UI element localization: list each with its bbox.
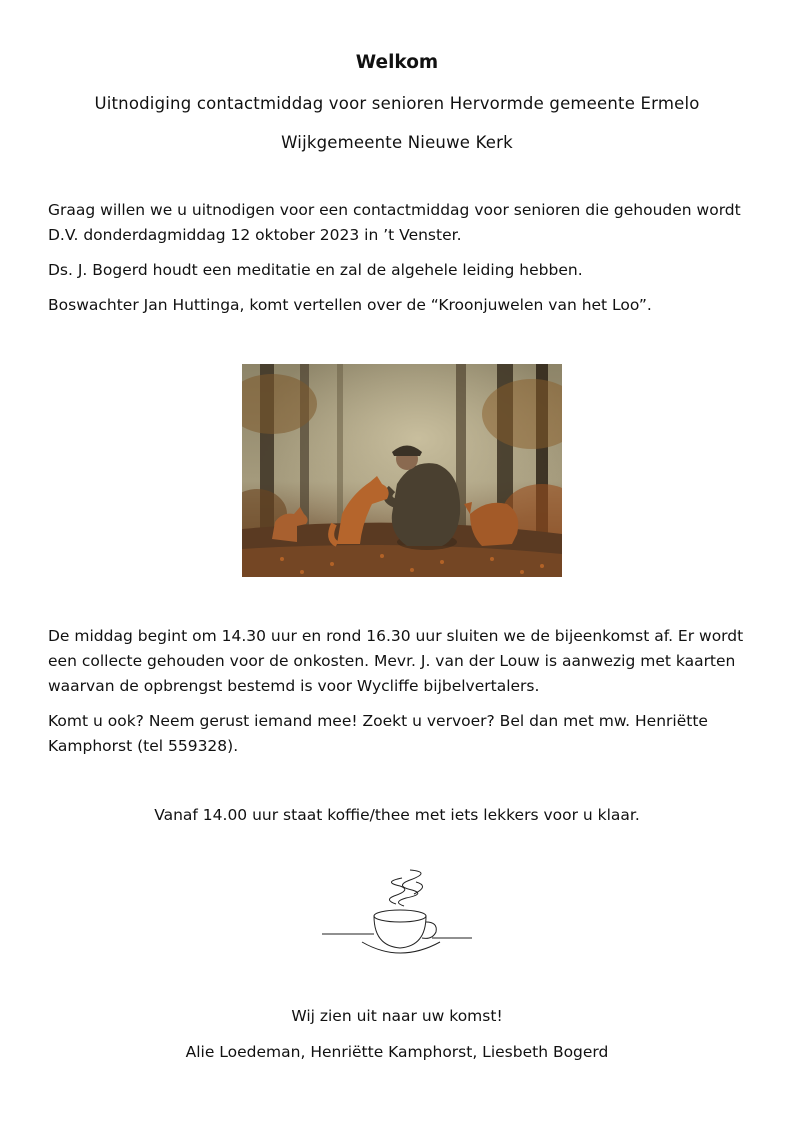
transport-line-1: Komt u ook? Neem gerust iemand mee! Zoekt u vervoer? Bel dan met mw. Henriëtte	[48, 712, 708, 730]
program-line-2: een collecte gehouden voor de onkosten. Mevr. J. van der Louw is aanwezig met kaarten	[48, 652, 736, 670]
intro-line-1: Graag willen we u uitnodigen voor een contactmiddag voor senioren die gehouden wordt	[48, 201, 741, 219]
congregation-subtitle: Wijkgemeente Nieuwe Kerk	[281, 133, 513, 152]
transport-paragraph	[48, 709, 748, 759]
closing-line: Wij zien uit naar uw komst!	[291, 1007, 503, 1025]
forest-ranger-foxes-photo	[242, 364, 562, 577]
page-title: Welkom	[355, 52, 439, 73]
intro-paragraph	[48, 198, 748, 248]
meditation-paragraph: Ds. J. Bogerd houdt een meditatie en zal de algehele leiding hebben.	[48, 261, 583, 279]
coffee-cup-icon	[322, 868, 472, 968]
invitation-subtitle: Uitnodiging contactmiddag voor senioren Hervormde gemeente Ermelo	[94, 94, 700, 113]
intro-line-2: D.V. donderdagmiddag 12 oktober 2023 in ’t Venster.	[48, 226, 462, 244]
program-line-1: De middag begint om 14.30 uur en rond 16.30 uur sluiten we de bijeenkomst af. Er wordt	[48, 627, 744, 645]
program-line-3: waarvan de opbrengst bestemd is voor Wycliffe bijbelvertalers.	[48, 677, 540, 695]
speaker-paragraph: Boswachter Jan Huttinga, komt vertellen over de “Kroonjuwelen van het Loo”.	[48, 296, 652, 314]
program-paragraph	[48, 624, 748, 699]
coffee-note: Vanaf 14.00 uur staat koffie/thee met iets lekkers voor u klaar.	[154, 806, 640, 824]
transport-line-2: Kamphorst (tel 559328).	[48, 737, 239, 755]
signatures: Alie Loedeman, Henriëtte Kamphorst, Liesbeth Bogerd	[185, 1043, 609, 1061]
